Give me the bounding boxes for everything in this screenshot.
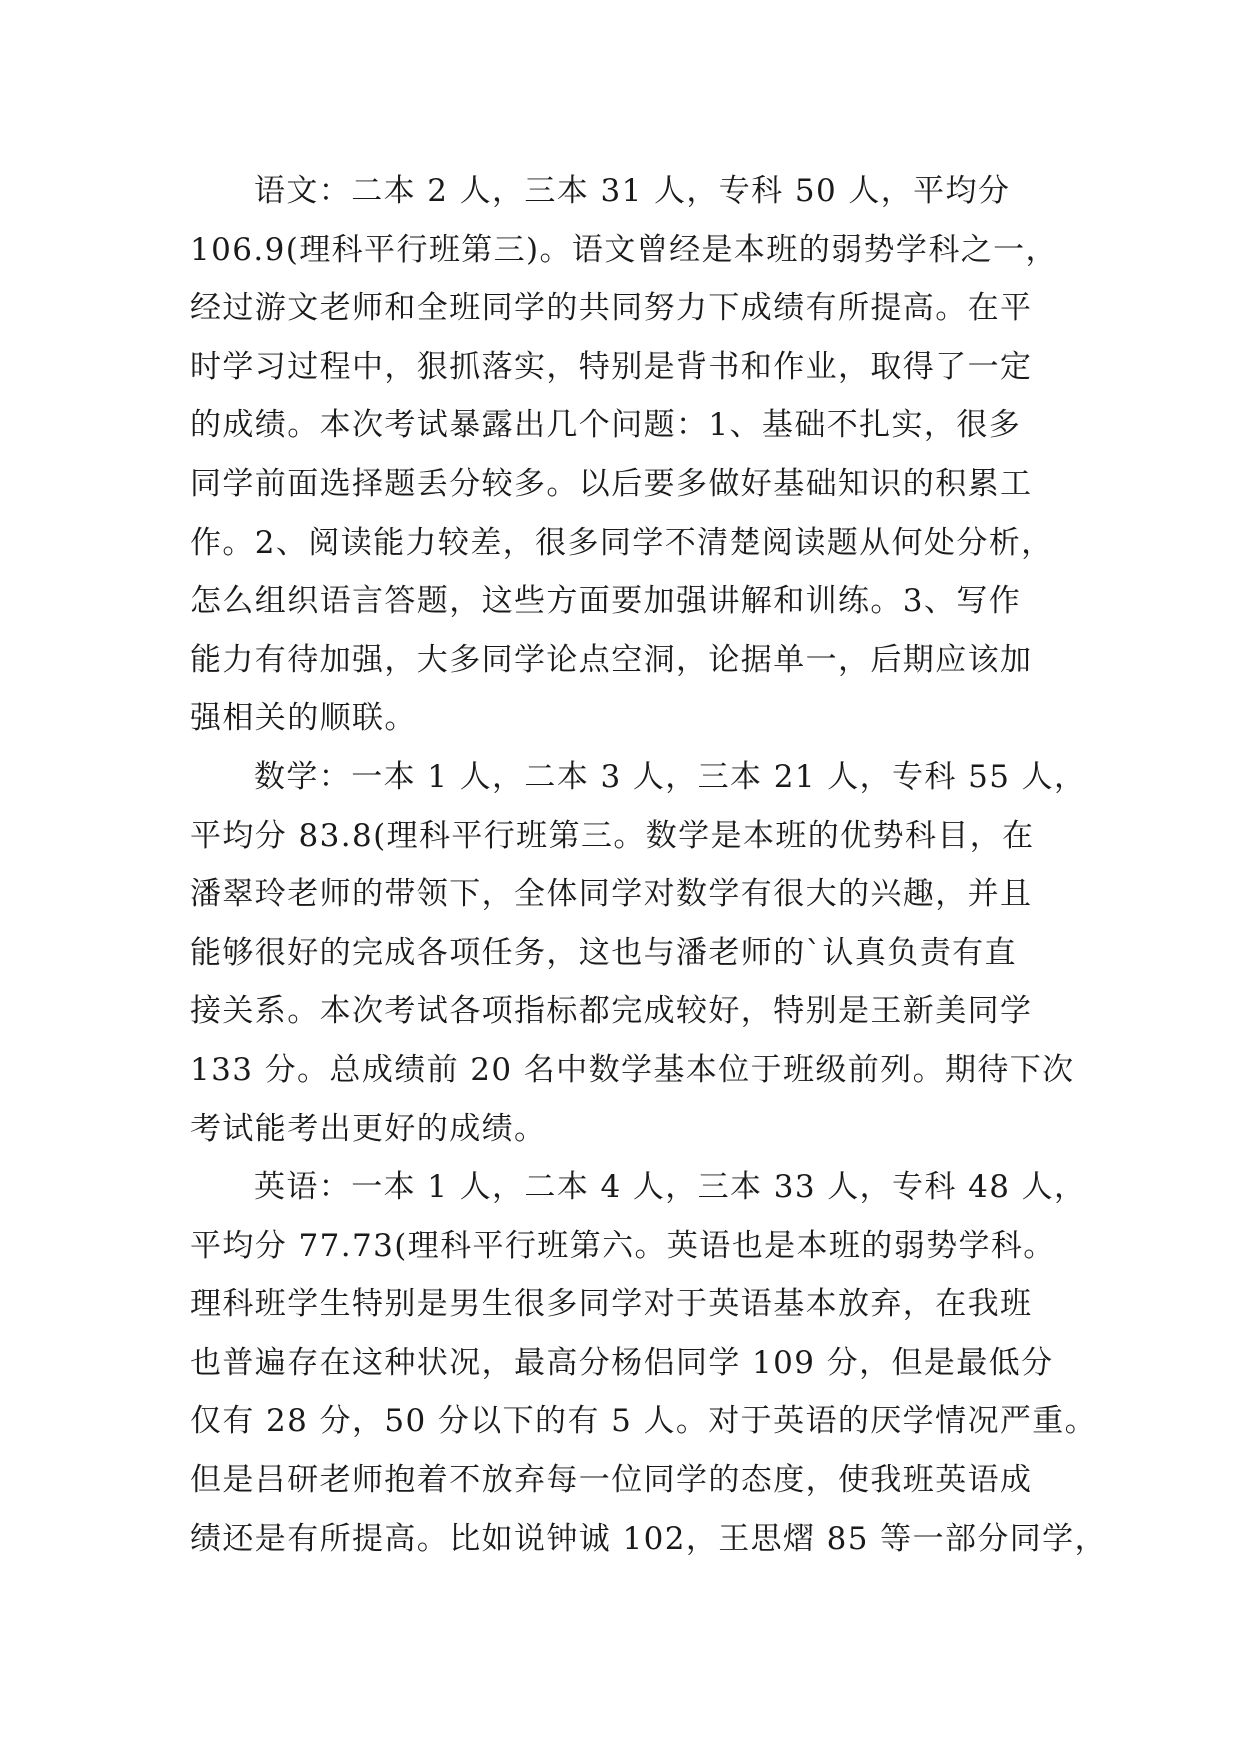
text-line: 英语：一本 1 人，二本 4 人，三本 33 人，专科 48 人， — [254, 1169, 1087, 1206]
text-line: 接关系。本次考试各项指标都完成较好，特别是王新美同学 — [190, 993, 1033, 1030]
text-line: 的成绩。本次考试暴露出几个问题：1、基础不扎实，很多 — [190, 407, 1022, 444]
text-line: 数学：一本 1 人，二本 3 人，三本 21 人，专科 55 人， — [254, 758, 1087, 795]
text-line: 平均分 77.73(理科平行班第六。英语也是本班的弱势学科。 — [190, 1227, 1056, 1264]
text-line: 潘翠玲老师的带领下，全体同学对数学有很大的兴趣，并且 — [190, 876, 1033, 913]
body-text — [190, 162, 1107, 1568]
text-line: 同学前面选择题丢分较多。以后要多做好基础知识的积累工 — [190, 465, 1033, 502]
text-line: 能够很好的完成各项任务，这也与潘老师的`认真负责有直 — [190, 934, 1017, 971]
text-line: 考试能考出更好的成绩。 — [190, 1110, 547, 1147]
text-line: 也普遍存在这种状况，最高分杨侣同学 109 分，但是最低分 — [190, 1344, 1054, 1381]
text-line: 能力有待加强，大多同学论点空洞，论据单一，后期应该加 — [190, 641, 1033, 678]
text-line: 作。2、阅读能力较差，很多同学不清楚阅读题从何处分析， — [190, 524, 1054, 561]
text-line: 平均分 83.8(理科平行班第三。数学是本班的优势科目，在 — [190, 817, 1035, 854]
text-line: 理科班学生特别是男生很多同学对于英语基本放弃，在我班 — [190, 1286, 1033, 1323]
text-line: 仅有 28 分，50 分以下的有 5 人。对于英语的厌学情况严重。 — [190, 1403, 1098, 1440]
text-line: 强相关的顺联。 — [190, 700, 417, 737]
text-line: 106.9(理科平行班第三)。语文曾经是本班的弱势学科之一， — [190, 231, 1058, 268]
text-line: 怎么组织语言答题，这些方面要加强讲解和训练。3、写作 — [190, 583, 1022, 620]
text-line: 但是吕研老师抱着不放弃每一位同学的态度，使我班英语成 — [190, 1462, 1033, 1499]
text-line: 时学习过程中，狠抓落实，特别是背书和作业，取得了一定 — [190, 348, 1033, 385]
text-line: 133 分。总成绩前 20 名中数学基本位于班级前列。期待下次 — [190, 1051, 1075, 1088]
text-line: 经过游文老师和全班同学的共同努力下成绩有所提高。在平 — [190, 290, 1033, 327]
text-line: 绩还是有所提高。比如说钟诚 102，王思熠 85 等一部分同学， — [190, 1520, 1107, 1557]
text-line: 语文：二本 2 人，三本 31 人，专科 50 人，平均分 — [254, 173, 1011, 209]
